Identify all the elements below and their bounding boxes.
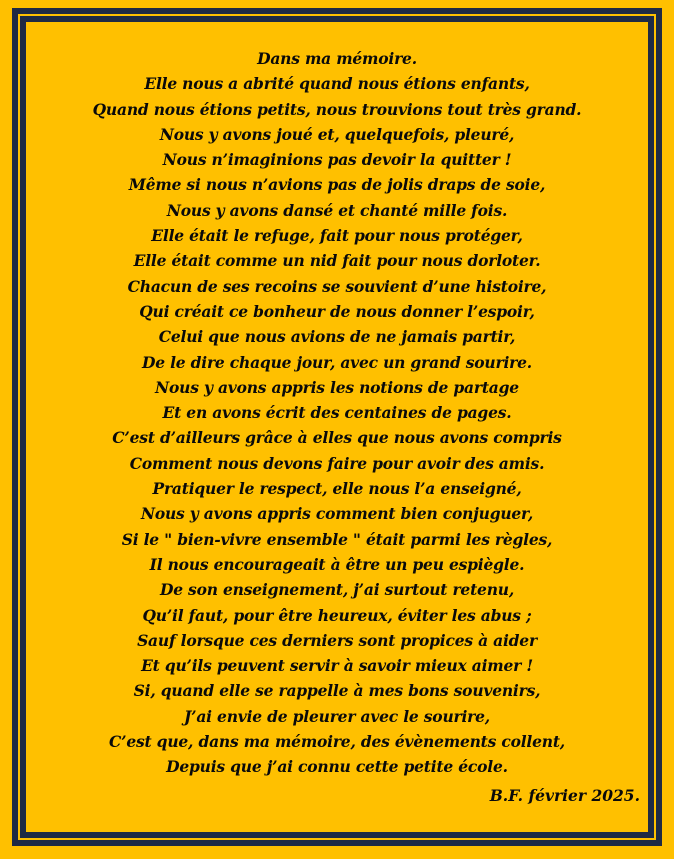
poem-line: De le dire chaque jour, avec un grand sourire. xyxy=(141,352,532,372)
poem-line: Nous y avons appris comment bien conjuguer, xyxy=(140,504,534,524)
poem-line: Quand nous étions petits, nous trouvions tout très grand. xyxy=(92,99,582,119)
poem-line: Comment nous devons faire pour avoir des amis. xyxy=(129,453,545,473)
poem-line: Celui que nous avions de ne jamais partir, xyxy=(158,327,516,347)
poem-line: Elle était le refuge, fait pour nous protéger, xyxy=(151,226,523,246)
poem-line: Qu’il faut, pour être heureux, éviter les abus ; xyxy=(142,605,532,625)
poem-line: Nous y avons appris les notions de partage xyxy=(155,377,519,397)
poem-line: Il nous encourageait à être un peu espiègle. xyxy=(149,554,525,574)
poem-line: Elle nous a abrité quand nous étions enfants, xyxy=(144,74,530,94)
poem-line: Nous n’imaginions pas devoir la quitter ! xyxy=(162,150,512,170)
poem-line: Dans ma mémoire. xyxy=(257,49,417,68)
poem-line: Même si nous n’avions pas de jolis draps de soie, xyxy=(128,175,546,195)
poem-line: Elle était comme un nid fait pour nous dorloter. xyxy=(133,251,541,271)
poem-line: C’est d’ailleurs grâce à elles que nous avons compris xyxy=(112,428,562,448)
signature: B.F. février 2025. xyxy=(489,786,640,805)
poem-line: De son enseignement, j’ai surtout retenu, xyxy=(159,580,515,600)
poem-line: Et en avons écrit des centaines de pages. xyxy=(162,403,512,423)
poem-text xyxy=(30,46,644,780)
poem-line: Nous y avons dansé et chanté mille fois. xyxy=(166,200,508,220)
poem-line: Depuis que j’ai connu cette petite école. xyxy=(166,757,508,777)
poem-line: Et qu’ils peuvent servir à savoir mieux aimer ! xyxy=(141,656,533,676)
poem-line: Pratiquer le respect, elle nous l’a enseigné, xyxy=(152,479,522,499)
poem-line: Sauf lorsque ces derniers sont propices à aider xyxy=(137,630,537,650)
poem-line: C’est que, dans ma mémoire, des évènements collent, xyxy=(109,732,565,752)
poem-line: J’ai envie de pleurer avec le sourire, xyxy=(184,706,490,726)
poem-line: Qui créait ce bonheur de nous donner l’espoir, xyxy=(139,301,535,321)
poem-line: Si, quand elle se rappelle à mes bons souvenirs, xyxy=(133,681,541,701)
poem-line: Si le " bien-vivre ensemble " était parmi les règles, xyxy=(121,529,553,549)
poem-line: Chacun de ses recoins se souvient d’une histoire, xyxy=(127,276,547,296)
poem-line: Nous y avons joué et, quelquefois, pleuré, xyxy=(159,124,515,144)
